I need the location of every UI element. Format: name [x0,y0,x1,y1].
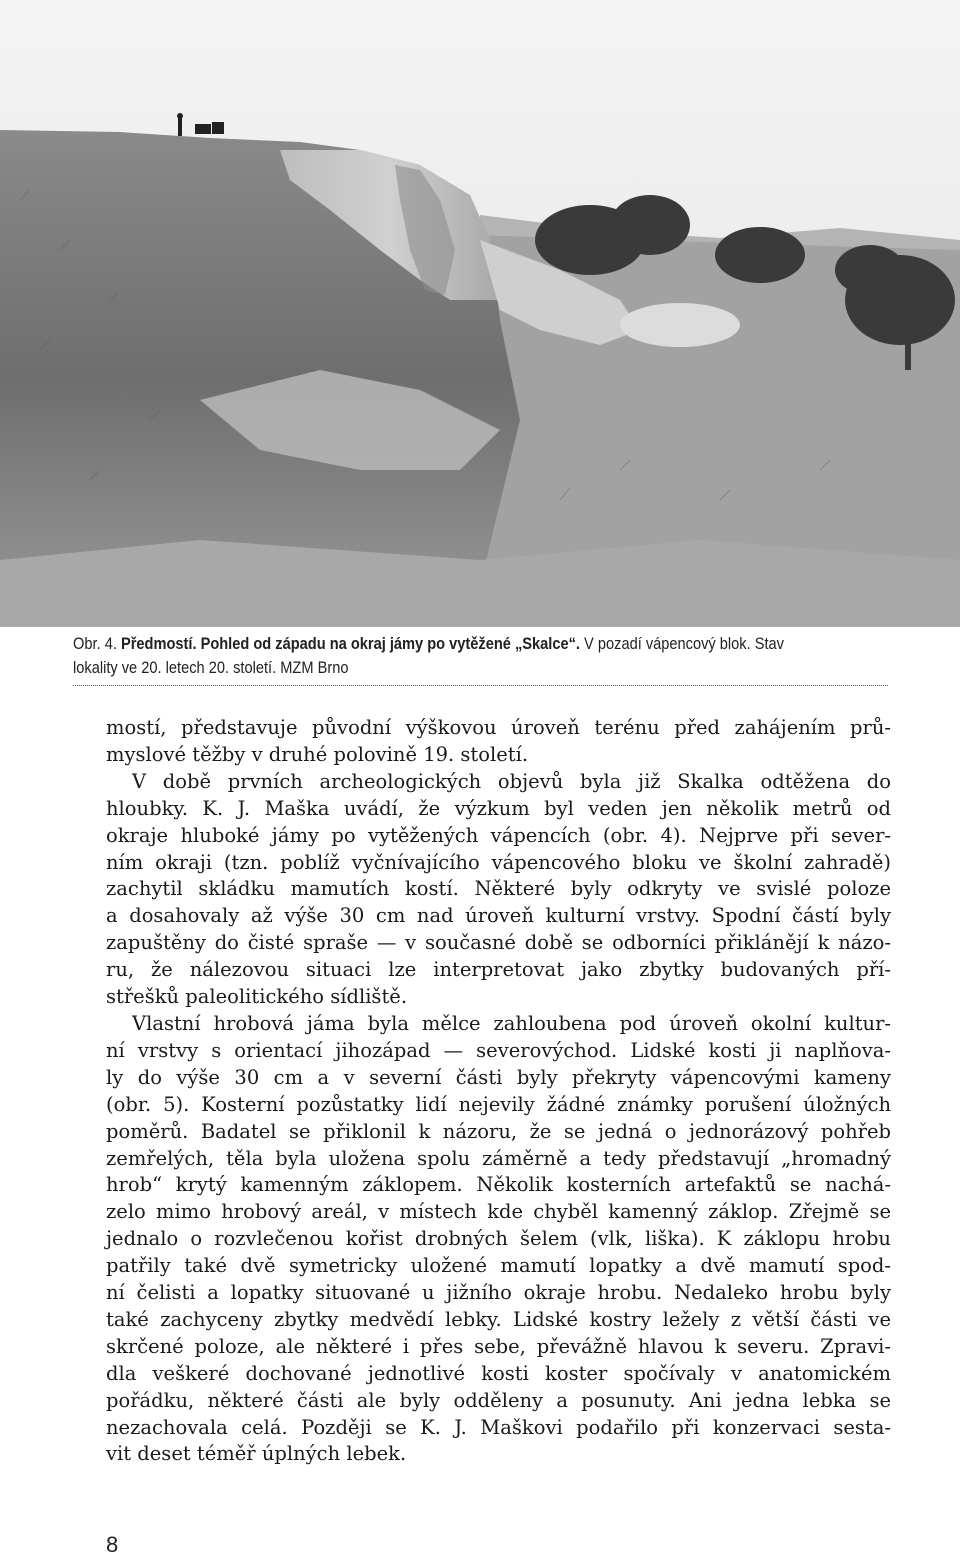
historical-photograph [0,0,960,627]
text-line: hloubky. K. J. Maška uvádí, že výzkum byl veden jen několik metrů od [106,796,891,820]
text-line: V době prvních archeologických objevů byla již Skalka odtěžena do [132,769,891,793]
text-line: nezachovala celá. Později se K. J. Maškovi podařilo při konzervaci sesta- [106,1415,891,1439]
text-line: (obr. 5). Kosterní pozůstatky lidí nejevily žádné známky porušení úložných [106,1092,891,1116]
text-line: jednalo o rozvlečenou kořist drobných šelem (vlk, liška). K záklopu hrobu [106,1227,891,1251]
body-text [106,715,891,1468]
text-line: ru, že nálezovou situaci lze interpretovat jako zbytky budovaných pří- [106,958,891,982]
text-line: zachytil skládku mamutích kostí. Některé byly odkryty ve svislé poloze [106,877,891,901]
text-line: dla veškeré dochované jednotlivé kosti koster spočívaly v anatomickém [106,1361,891,1385]
text-line: zapuštěny do čisté spraše — v současné době se odborníci přiklánějí k názo- [106,931,891,955]
text-line: ním okraji (tzn. poblíž vyčnívajícího vápencového bloku ve školní zahradě) [106,850,891,874]
text-line: myslové těžby v druhé polovině 19. století. [106,742,529,766]
text-line: střešků paleolitického sídliště. [106,985,408,1009]
caption-line-2: lokality ve 20. letech 20. století. MZM Brno [73,658,349,677]
text-line: poměrů. Badatel se přiklonil k názoru, že se jedná o jednorázový pohřeb [106,1119,891,1143]
text-line: ní vrstvy s orientací jihozápad — severovýchod. Lidské kosti ji naplňova- [106,1038,891,1062]
text-line: zemřelých, těla byla uložena spolu záměrně a tedy představují „hromadný [106,1146,891,1170]
text-line: také zachyceny zbytky medvědí lebky. Lidské kostry ležely z větší části ve [106,1307,891,1331]
caption-line-1 [73,632,873,656]
paragraph-3 [106,1011,891,1468]
text-line: pořádku, některé části ale byly odděleny a posunuty. Ani jedna lebka se [106,1388,891,1412]
dotted-divider [73,685,888,686]
text-line: skrčené poloze, ale některé i přes sebe, převážně hlavou k severu. Zpravi- [106,1334,891,1358]
text-line: zelo mimo hrobový areál, v místech kde chyběl kamenný záklop. Zřejmě se [106,1200,891,1224]
text-line: hrob“ krytý kamenným záklopem. Několik kosterních artefaktů se nachá- [106,1173,891,1197]
text-line: ní čelisti a lopatky situované u jižního okraje hrobu. Nedaleko hrobu byly [106,1281,891,1305]
page-number: 8 [106,1532,119,1557]
text-line: patřily také dvě symetricky uložené mamutí lopatky a dvě mamutí spod- [106,1254,891,1278]
caption-bold: Předmostí. Pohled od západu na okraj jámy po vytěžené „Skalce“. [120,634,580,653]
paragraph-1 [106,715,891,769]
text-line: Vlastní hrobová jáma byla mělce zahloubena pod úroveň okolní kultur- [132,1011,891,1035]
text-line: mostí, představuje původní výškovou úroveň terénu před zahájením prů- [106,716,891,739]
text-line: a dosahovaly až výše 30 cm nad úroveň kulturní vrstvy. Spodní částí byly [106,904,891,928]
figure-caption [73,632,873,680]
text-line: vit deset téměř úplných lebek. [106,1442,407,1466]
paragraph-2 [106,769,891,1011]
caption-rest: V pozadí vápencový blok. Stav [579,634,784,653]
text-line: okraje hluboké jámy po vytěžených vápencích (obr. 4). Nejprve při sever- [106,823,891,847]
caption-prefix: Obr. 4. [73,634,121,653]
text-line: ly do výše 30 cm a v severní části byly překryty vápencovými kameny [106,1065,891,1089]
